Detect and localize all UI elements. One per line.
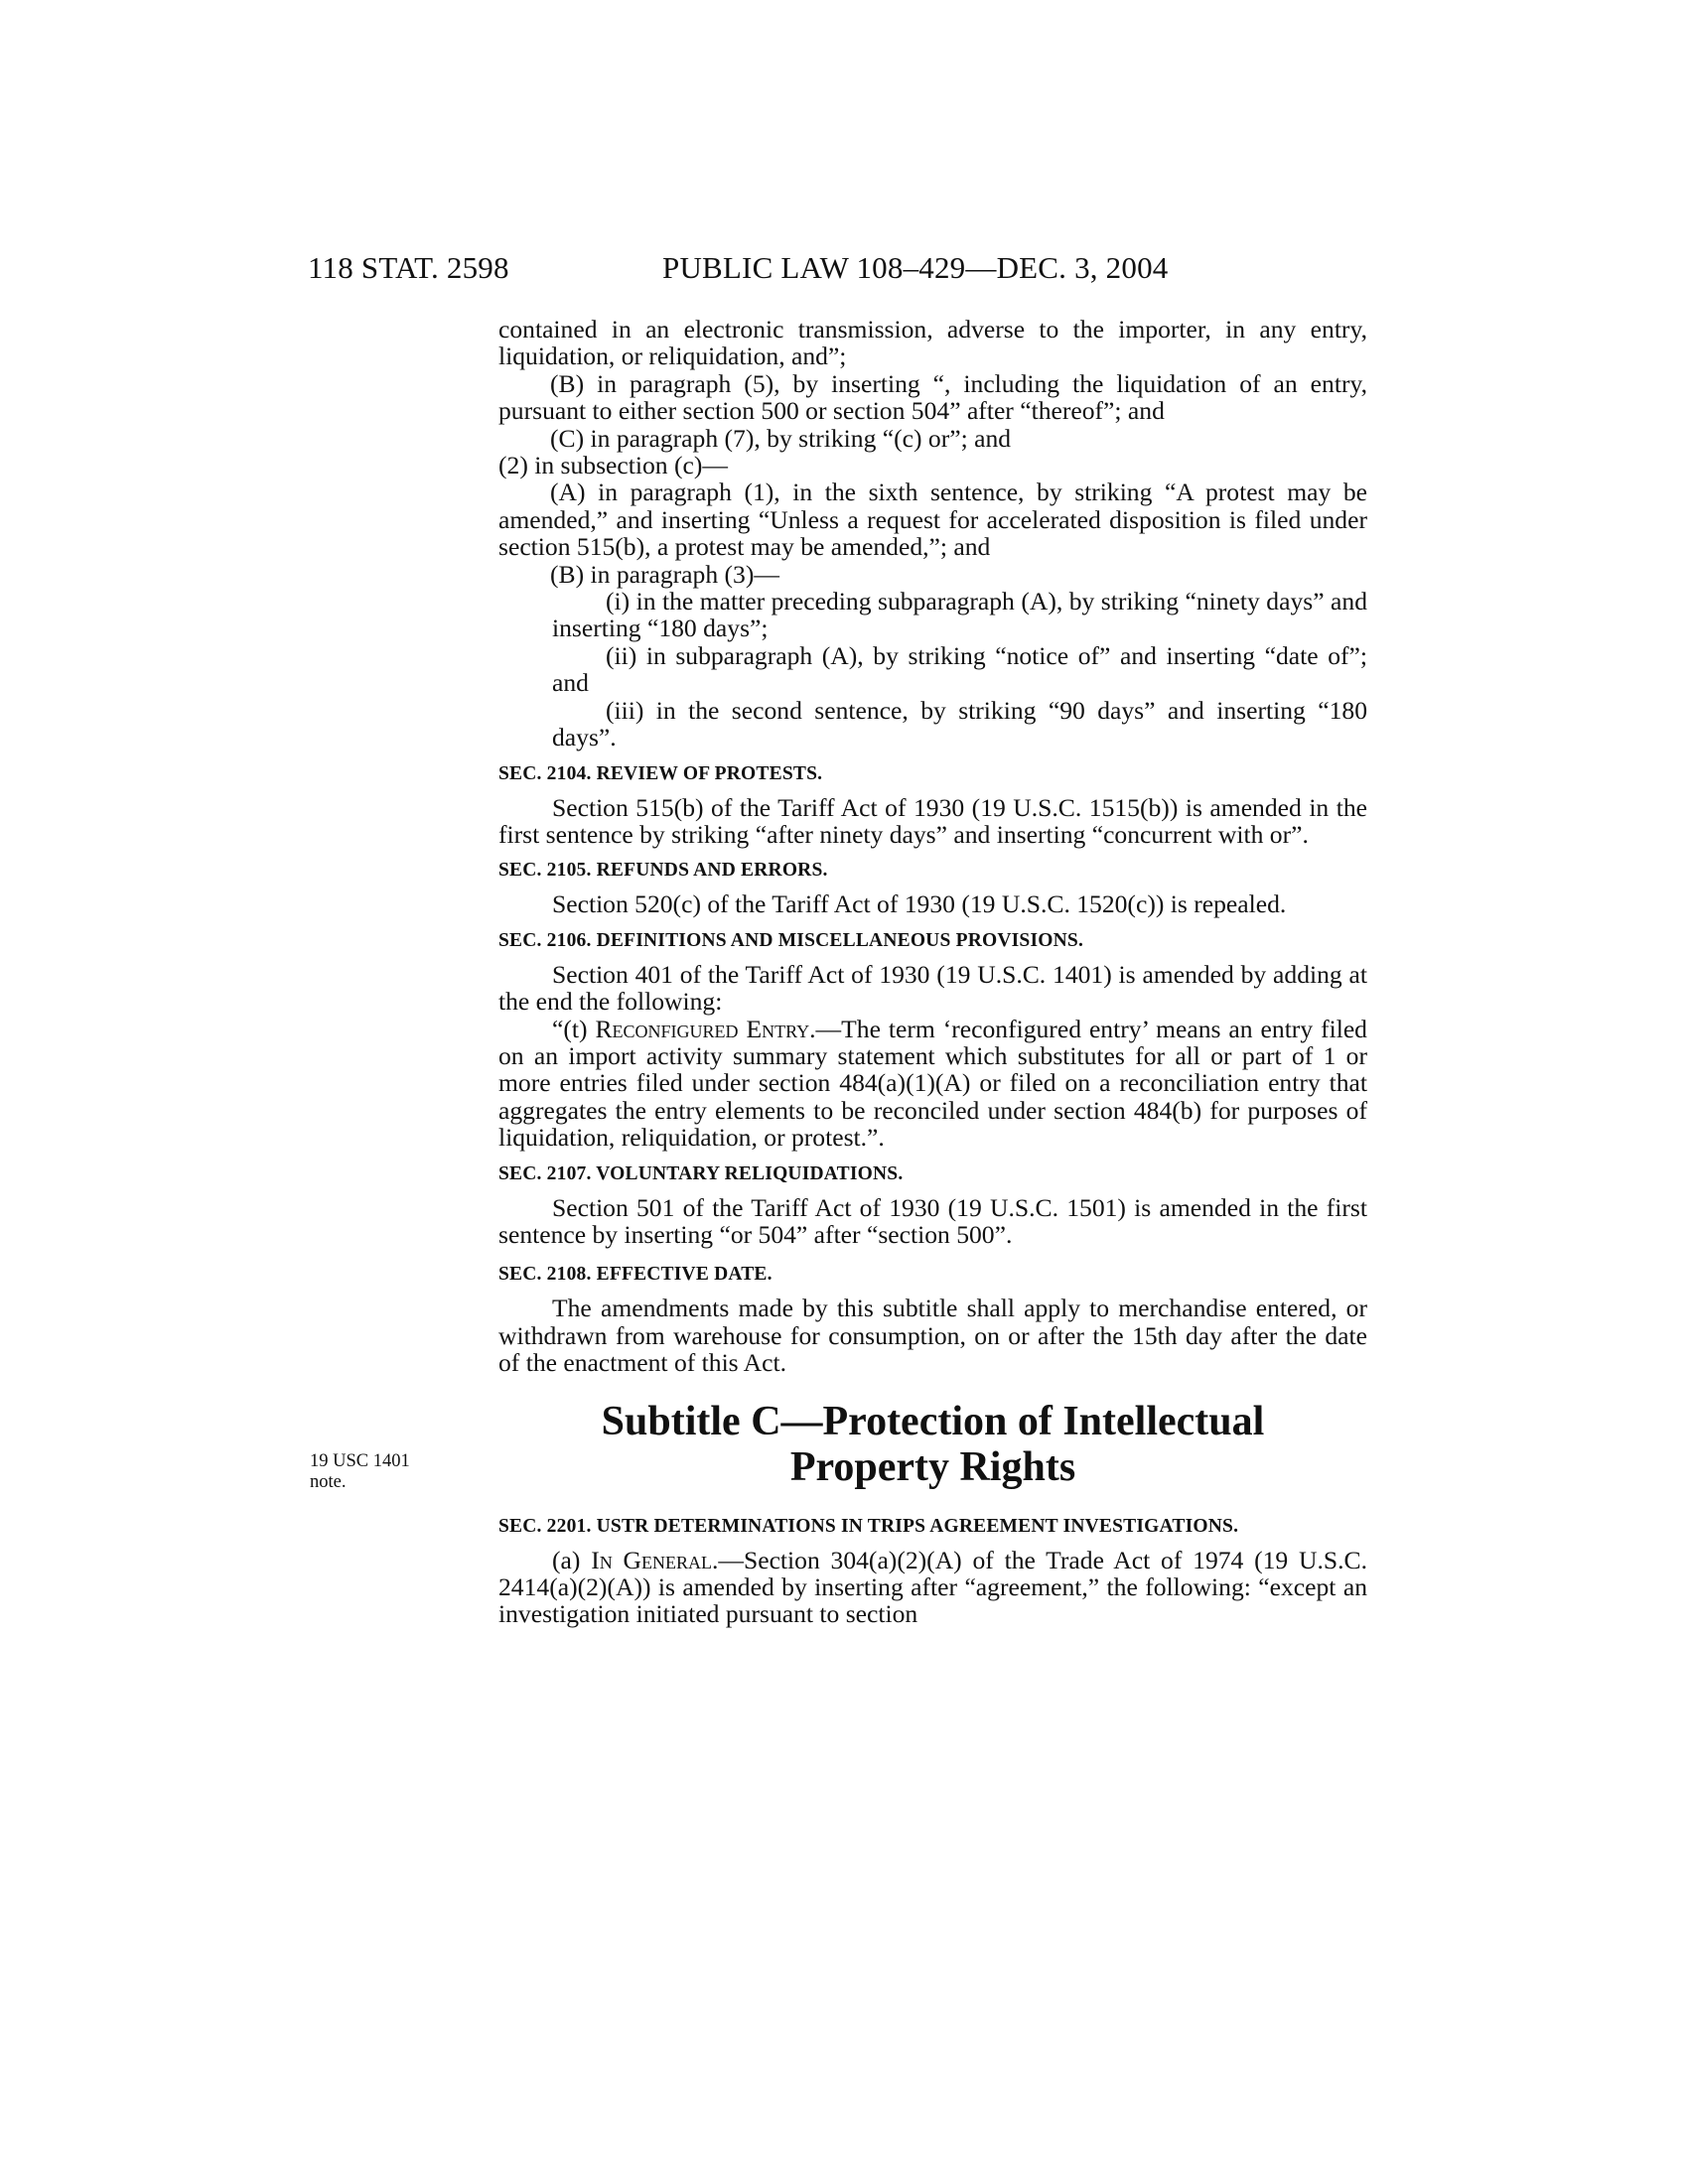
section-2107-text: Section 501 of the Tariff Act of 1930 (19 U.S.C. 1501) is amended in the first sentence by inserting “or 504” after “section 500”. bbox=[498, 1192, 1367, 1249]
amendment-item-b-paragraph-3: (B) in paragraph (3)— bbox=[550, 559, 779, 589]
section-2108-text: The amendments made by this subtitle shall apply to merchandise entered, or withdrawn from warehouse for consumption, on or after the 15th day after the date of the enactment of this Act. bbox=[498, 1294, 1367, 1378]
amendment-clause-i: (i) in the matter preceding subparagraph (A), by striking “ninety days” and inserting “180 days”; bbox=[552, 587, 1367, 643]
subtitle-c-heading bbox=[498, 1399, 1367, 1490]
amendment-item-c-paragraph-7: (C) in paragraph (7), by striking “(c) or”; and bbox=[550, 423, 1012, 453]
amendment-item-a-paragraph-1: (A) in paragraph (1), in the sixth sentence, by striking “A protest may be amended,” and inserting “Unless a request for accelerated disposition is filed under section 515(b), a protest may be amended,”; and bbox=[498, 478, 1367, 562]
amendment-item-2-subsection-c: (2) in subsection (c)— bbox=[498, 451, 728, 480]
continued-paragraph: contained in an electronic transmission, adverse to the importer, in any entry, liquidation, or reliquidation, and”; bbox=[498, 315, 1367, 371]
section-2108-heading: SEC. 2108. EFFECTIVE DATE. bbox=[498, 1264, 773, 1286]
section-2201-heading: SEC. 2201. USTR DETERMINATIONS IN TRIPS AGREEMENT INVESTIGATIONS. bbox=[498, 1515, 1239, 1537]
subsection-a-prefix: (a) bbox=[552, 1545, 592, 1574]
margin-note-citation: 19 USC 1401 bbox=[310, 1451, 410, 1471]
definition-t-text: .—The term ‘reconfigured entry’ means an entry filed on an import activity summary statement which substitutes for all or part of 1 or more entries filed under section 484(a)(1)(A) or filed on a reconciliation entry that aggregates the entry elements to be reconciled under section 484(b) for purposes of liquidation, reliquidation, or protest.”. bbox=[498, 1014, 1367, 1153]
margin-note bbox=[310, 1451, 469, 1493]
section-2105-text: Section 520(c) of the Tariff Act of 1930 (19 U.S.C. 1520(c)) is repealed. bbox=[552, 889, 1287, 919]
margin-note-label: note. bbox=[310, 1472, 347, 1492]
main-text-column bbox=[498, 316, 1367, 1628]
section-2107-heading: SEC. 2107. VOLUNTARY RELIQUIDATIONS. bbox=[498, 1162, 904, 1184]
section-2105-heading: SEC. 2105. REFUNDS AND ERRORS. bbox=[498, 860, 828, 882]
definition-t-caption: Reconfigured Entry bbox=[595, 1014, 810, 1043]
section-2106-text: Section 401 of the Tariff Act of 1930 (19 U.S.C. 1401) is amended by adding at the end the following: bbox=[498, 959, 1367, 1017]
public-law-header: PUBLIC LAW 108–429—DEC. 3, 2004 bbox=[662, 250, 1169, 285]
amendment-clause-iii: (iii) in the second sentence, by striking “90 days” and inserting “180 days”. bbox=[552, 695, 1367, 752]
subsection-a-text: .—Section 304(a)(2)(A) of the Trade Act of 1974 (19 U.S.C. 2414(a)(2)(A)) is amended by inserting after “agreement,” the following: “except an investigation initiated pursuant to section bbox=[498, 1545, 1367, 1629]
section-2104-heading: SEC. 2104. REVIEW OF PROTESTS. bbox=[498, 762, 823, 784]
amendment-item-b-paragraph-5: (B) in paragraph (5), by inserting “, including the liquidation of an entry, pursuant to either section 500 or section 504” after “thereof”; and bbox=[498, 368, 1367, 426]
section-2106-definition-t bbox=[498, 1016, 1367, 1152]
section-2104-text: Section 515(b) of the Tariff Act of 1930 (19 U.S.C. 1515(b)) is amended in the first sentence by striking “after ninety days” and inserting “concurrent with or”. bbox=[498, 792, 1367, 849]
subtitle-c-line-1: Subtitle C—Protection of Intellectual bbox=[601, 1398, 1265, 1444]
subsection-a-caption: In General bbox=[591, 1545, 712, 1574]
amendment-clause-ii: (ii) in subparagraph (A), by striking “notice of” and inserting “date of”; and bbox=[552, 640, 1367, 698]
stat-page-number: 118 STAT. 2598 bbox=[308, 250, 509, 285]
definition-t-prefix: “(t) bbox=[552, 1014, 596, 1043]
section-2106-heading: SEC. 2106. DEFINITIONS AND MISCELLANEOUS PROVISIONS. bbox=[498, 929, 1084, 951]
section-2201-subsection-a bbox=[498, 1547, 1367, 1628]
subtitle-c-line-2: Property Rights bbox=[789, 1443, 1076, 1490]
